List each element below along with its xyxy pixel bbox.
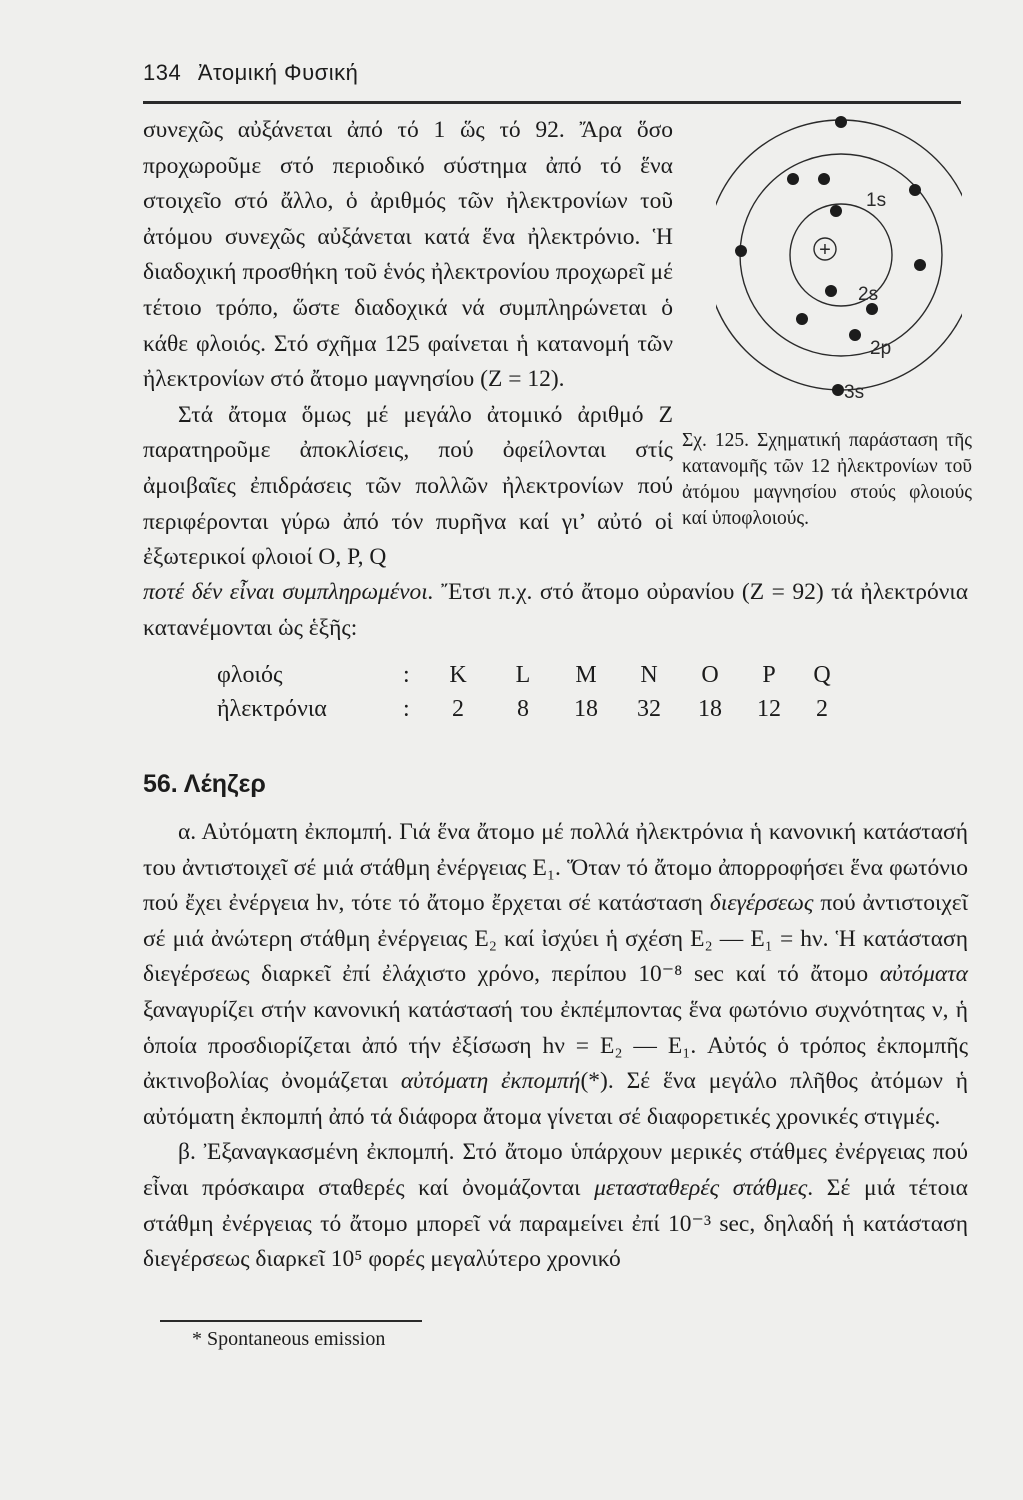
- header-rule: [143, 101, 961, 104]
- running-head: [143, 60, 358, 86]
- electrons-row: [143, 696, 963, 730]
- shell-row-colon: :: [403, 662, 410, 688]
- electron-2p-6: [796, 313, 808, 325]
- para-a-italic-1: διεγέρσεως: [709, 890, 814, 917]
- atom-diagram: [716, 110, 962, 410]
- electron-2p-2: [818, 173, 830, 185]
- emphasis-not-complete: ποτέ δέν εἶναι συμπληρωμένοι.: [143, 579, 434, 605]
- paragraph-1: συνεχῶς αὐξάνεται ἀπό τό 1 ὥς τό 92. Ἄρα ὅσο προχωροῦμε στό περιοδικό σύστημα ἀπό τό ἕνα στοιχεῖο στό ἄλλο, ὁ ἀριθμός τῶν ἠλεκτρονίων τοῦ ἀτόμου συνεχῶς αὐξάνεται κατά ἕνα ἠλεκτρόνιο. Ἡ διαδοχική προσθήκη τοῦ ἑνός ἠλεκτρονίου προχωρεῖ μέ τέτοιο τρόπο, ὥστε διαδοχικά νά συμπληρώνεται ὁ κάθε φλοιός. Στό σχῆμα 125 φαίνεται ἡ κατανομή τῶν ἠλεκτρονίων στό ἄτομο μαγνησίου (Z = 12).: [143, 117, 673, 393]
- figure-125: [716, 110, 962, 410]
- footnote: * Spontaneous emission: [192, 1328, 386, 1350]
- para-a-italic-3: αὐτόματη ἐκπομπή: [400, 1068, 581, 1095]
- electrons-Q: 2: [816, 696, 828, 722]
- label-2s: 2s: [858, 284, 879, 305]
- page-number: 134: [143, 60, 182, 85]
- electrons-K: 2: [452, 696, 464, 722]
- figure-caption: Σχ. 125. Σχηματική παράσταση τῆς κατανομῆς τῶν 12 ἠλεκτρονίων τοῦ ἀτόμου μαγνησίου στούς φλοιούς καί ὑποφλοιούς.: [682, 430, 972, 529]
- para-b-text-1: β. Ἐξαναγκασμένη ἐκπομπή. Στό ἄτομο ὑπάρχουν μερικές στάθμες ἐνέργειας πού εἶναι πρόσκαιρα σταθερές καί ὀνομάζονται: [143, 1139, 968, 1201]
- shell-row: [143, 662, 963, 696]
- shell-table: [143, 662, 963, 730]
- electron-2s-b: [849, 329, 861, 341]
- nucleus-sign: +: [819, 239, 831, 261]
- electron-2p-1: [787, 173, 799, 185]
- shell-P: P: [762, 662, 776, 688]
- label-3s: 3s: [844, 382, 865, 403]
- electrons-row-label: ἠλεκτρόνια: [217, 696, 327, 722]
- electrons-M: 18: [574, 696, 598, 722]
- label-1s: 1s: [866, 190, 887, 211]
- electrons-P: 12: [757, 696, 781, 722]
- section-title: 56. Λέηζερ: [143, 770, 266, 798]
- para-b-italic-1: μετασταθερές στάθμες: [594, 1174, 808, 1201]
- running-title: Ἀτομική Φυσική: [197, 60, 359, 85]
- paragraph-a: [143, 815, 968, 1135]
- section-body: [143, 815, 968, 1278]
- continued-text: Ἔτσι π.χ. στό ἄτομο οὐρανίου (Z = 92) τά ἠλεκτρόνια κατανέμονται ὡς ἑξῆς:: [143, 579, 969, 641]
- shell-3-circle: [716, 120, 962, 390]
- paragraph-2: Στά ἄτομα ὅμως μέ μεγάλο ἀτομικό ἀριθμό Z παρατηροῦμε ἀποκλίσεις, πού ὀφείλονται στίς ἀμοιβαῖες ἐπιδράσεις τῶν πολλῶν ἠλεκτρονίων πού περιφέρονται γύρω ἀπό τόν πυρῆνα καί γι’ αὐτό οἱ ἐξωτερικοί φλοιοί O, P, Q: [143, 401, 673, 571]
- footnote-rule: [160, 1320, 422, 1322]
- electrons-row-colon: :: [403, 696, 410, 722]
- para-a-italic-2: αὐτόματα: [879, 961, 968, 988]
- shell-Q: Q: [813, 662, 831, 688]
- paragraph-b: [143, 1135, 968, 1277]
- shell-L: L: [515, 662, 531, 688]
- continued-paragraph: [143, 575, 968, 646]
- para-a-text-1: α. Αὐτόματη ἐκπομπή. Γιά ἕνα ἄτομο μέ πολλά ἠλεκτρόνια ἡ κανονική κατάστασή του ἀντιστοιχεῖ σέ μιά στάθμη ἐνέργειας E₁. Ὅταν τό ἄτομο ἀπορροφήσει ἕνα φωτόνιο πού ἔχει ἐνέργεια hν, τότε τό ἄτομο ἔρχεται σέ κατάσταση: [143, 819, 968, 917]
- shell-K: K: [449, 662, 467, 688]
- shell-O: O: [701, 662, 719, 688]
- electron-2p-5: [914, 259, 926, 271]
- electron-2p-4: [735, 245, 747, 257]
- electron-1s-a: [830, 205, 842, 217]
- electrons-O: 18: [698, 696, 722, 722]
- electron-2p-3: [909, 184, 921, 196]
- para-a-text-3: ξαναγυρίζει στήν κανονική κατάστασή του ἐκπέμποντας ἕνα φωτόνιο συχνότητας ν, ἡ ὁποία προσδιορίζεται ἀπό τήν ἐξίσωση hν = E₂ — E₁. Αὐτός ὁ τρόπος ἐκπομπῆς ἀκτινοβολίας ὀνομάζεται: [143, 996, 968, 1095]
- column-text: [143, 113, 673, 576]
- electron-1s-b: [825, 285, 837, 297]
- label-2p: 2p: [870, 338, 892, 359]
- shell-N: N: [640, 662, 658, 688]
- electron-3s-b: [832, 384, 844, 396]
- shell-row-label: φλοιός: [217, 662, 283, 688]
- electron-3s-a: [835, 116, 847, 128]
- para-a-text-2: πού ἀντιστοιχεῖ σέ μιά ἀνώτερη στάθμη ἐνέργειας E₂ καί ἰσχύει ἡ σχέση E₂ — E₁ = hν. Ἡ κατάσταση διεγέρσεως διαρκεῖ ἐπί ἐλάχιστο χρόνο, περίπου 10⁻⁸ sec καί τό ἄτομο: [143, 890, 969, 988]
- shell-2-circle: [740, 154, 942, 356]
- para-a-text-4: (*). Σέ ἕνα μεγάλο πλῆθος ἀτόμων ἡ αὐτόματη ἐκπομπή ἀπό τά διάφορα ἄτομα γίνεται σέ διαφορετικές χρονικές στιγμές.: [143, 1068, 968, 1130]
- electrons-L: 8: [517, 696, 529, 722]
- shell-M: M: [575, 662, 597, 688]
- para-b-text-2: . Σέ μιά τέτοια στάθμη ἐνέργειας τό ἄτομο μπορεῖ νά παραμείνει ἐπί 10⁻³ sec, δηλαδή ἡ κατάσταση διεγέρσεως διαρκεῖ 10⁵ φορές μεγαλύτερο χρονικό: [143, 1174, 968, 1273]
- electrons-N: 32: [637, 696, 661, 722]
